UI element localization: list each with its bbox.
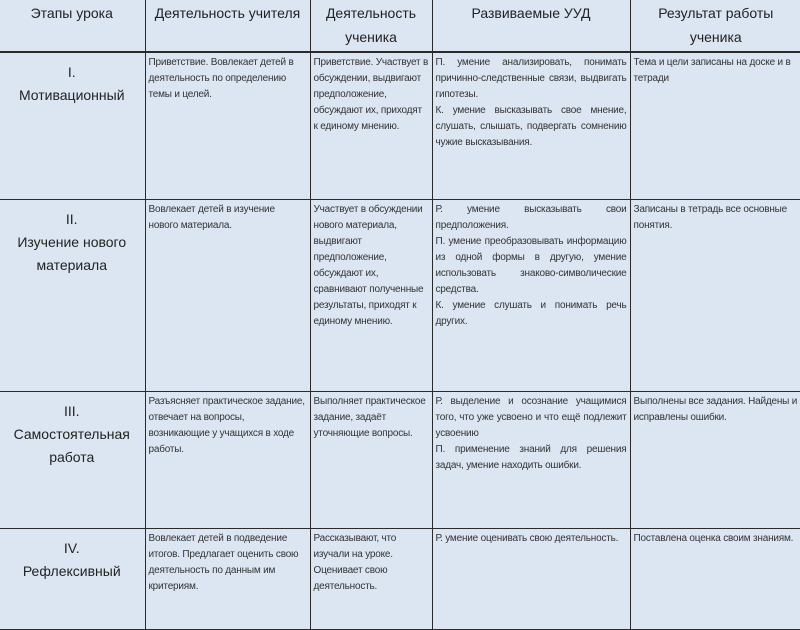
stage-number: IV.: [63, 540, 80, 556]
uud-item: П. умение преобразовывать информацию из одной формы в другую, умение использовать знаково-символические средства.: [435, 236, 627, 295]
uud-cell: [432, 200, 630, 392]
uud-item: К. умение высказывать свое мнение, слушать, слышать, подвергать сомнению чужие высказывания.: [435, 105, 627, 148]
student-cell: Выполняет практическое задание, задаёт уточняющие вопросы.: [310, 392, 432, 529]
stage-cell: [0, 529, 145, 630]
student-cell: Приветствие. Участвует в обсуждении, выдвигают предположение, обсуждают их, приходят к единому мнению.: [310, 52, 432, 200]
teacher-cell: Приветствие. Вовлекает детей в деятельность по определению темы и целей.: [145, 52, 310, 200]
uud-item: П. умение анализировать, понимать причинно-следственные связи, выдвигать гипотезы.: [435, 57, 627, 100]
student-cell: Рассказывают, что изучали на уроке. Оценивает свою деятельность.: [310, 529, 432, 630]
teacher-cell: Разъясняет практическое задание, отвечает на вопросы, возникающие у учащихся в ходе работы.: [145, 392, 310, 529]
stage-cell: [0, 52, 145, 200]
stage-number: III.: [63, 403, 80, 419]
uud-item: П. применение знаний для решения задач, умение находить ошибки.: [435, 444, 627, 471]
result-cell: Выполнены все задания. Найдены и исправлены ошибки.: [630, 392, 800, 529]
header-teacher: Деятельность учителя: [145, 0, 310, 52]
teacher-cell: Вовлекает детей в изучение нового материала.: [145, 200, 310, 392]
result-cell: Поставлена оценка своим знаниям.: [630, 529, 800, 630]
stage-name: Изучение нового материала: [17, 234, 127, 273]
header-stage: Этапы урока: [0, 0, 145, 52]
header-student: Деятельность ученика: [310, 0, 432, 52]
stage-name: Мотивационный: [18, 87, 125, 103]
stage-cell: [0, 392, 145, 529]
uud-cell: [432, 529, 630, 630]
result-cell: Записаны в тетрадь все основные понятия.: [630, 200, 800, 392]
result-cell: Тема и цели записаны на доске и в тетради: [630, 52, 800, 200]
header-result: Результат работы ученика: [630, 0, 800, 52]
stage-name: Рефлексивный: [22, 563, 121, 579]
stage-number: I.: [67, 64, 76, 80]
stage-number: II.: [65, 211, 78, 227]
uud-item: Р. выделение и осознание учащимися того, что уже усвоено и что ещё подлежит усвоению: [435, 396, 627, 439]
stage-cell: [0, 200, 145, 392]
uud-item: К. умение слушать и понимать речь других.: [435, 300, 627, 327]
table-row: [0, 200, 800, 392]
stage-name: Самостоятельная работа: [13, 426, 130, 465]
table-row: [0, 392, 800, 529]
uud-cell: [432, 392, 630, 529]
teacher-cell: Вовлекает детей в подведение итогов. Предлагает оценить свою деятельность по данным им критериям.: [145, 529, 310, 630]
student-cell: Участвует в обсуждении нового материала, выдвигают предположение, обсуждают их, сравнивают полученные результаты, приходят к единому мнению.: [310, 200, 432, 392]
table-row: [0, 529, 800, 630]
uud-item: Р. умение высказывать свои предположения.: [435, 204, 627, 231]
table-row: [0, 52, 800, 200]
header-row: [0, 0, 800, 52]
uud-cell: [432, 52, 630, 200]
uud-item: Р. умение оценивать свою деятельность.: [435, 533, 619, 544]
header-uud: Развиваемые УУД: [432, 0, 630, 52]
